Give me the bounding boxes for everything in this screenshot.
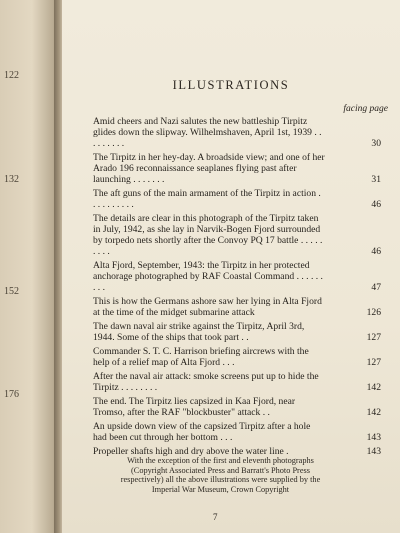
entry-page-number: 46 [371, 199, 381, 210]
entry-caption: The details are clear in this photograph of the Tirpitz taken in July, 1942, as she lay in Narvik-Bogen Fjord surrounded by torpedo nets shortly after the Convoy PQ 17 battle . . . . . . . . . [93, 213, 323, 257]
entry-page-number: 46 [371, 246, 381, 257]
list-item [93, 421, 381, 443]
left-page [0, 0, 58, 533]
entry-caption: Commander S. T. C. Harrison briefing aircrews with the help of a relief map of Alta Fjord . . . [93, 346, 309, 368]
entry-caption: The dawn naval air strike against the Tirpitz, April 3rd, 1944. Some of the ships that took part . . [93, 321, 305, 343]
page-title: ILLUSTRATIONS [172, 78, 290, 92]
entry-page-number: 142 [366, 407, 381, 418]
entry-page-number: 127 [366, 357, 381, 368]
entry-caption: The aft guns of the main armament of the Tirpitz in action . . . . . . . . . . [93, 188, 321, 210]
list-item [93, 260, 381, 293]
list-item [93, 188, 381, 210]
entry-caption: After the naval air attack: smoke screens put up to hide the Tirpitz . . . . . . . . [93, 371, 319, 393]
list-item [93, 396, 381, 418]
entry-caption: An upside down view of the capsized Tirpitz after a hole had been cut through her bottom . . . [93, 421, 311, 443]
entry-caption: Amid cheers and Nazi salutes the new battleship Tirpitz glides down the slipway. Wilhelmshaven, April 1st, 1939 . . . . . . . . . [93, 116, 322, 149]
entry-caption: The end. The Tirpitz lies capsized in Kaa Fjord, near Tromso, after the RAF "blockbuster" attack . . [93, 396, 296, 418]
entry-page-number: 127 [366, 332, 381, 343]
facing-page-label: facing page [343, 104, 388, 114]
entry-page-number: 47 [371, 282, 381, 293]
list-item [93, 116, 381, 149]
entry-page-number: 143 [366, 446, 381, 457]
entry-page-number: 126 [366, 307, 381, 318]
list-item [93, 371, 381, 393]
left-margin-number: 132 [4, 174, 19, 185]
entry-page-number: 30 [371, 138, 381, 149]
entry-page-number: 143 [366, 432, 381, 443]
list-item [93, 346, 381, 368]
list-item [93, 296, 381, 318]
entry-page-number: 31 [371, 174, 381, 185]
copyright-note: With the exception of the first and eleventh photographs (Copyright Associated Press and Barratt's Photo Press respectively) all the above illustrations were supplied by the Imperial War Museum, Crown Copyright [120, 456, 321, 494]
list-item [93, 152, 381, 185]
entry-caption: The Tirpitz in her hey-day. A broadside view; and one of her Arado 196 reconnaissance seaplanes flying past after launching . . . . . . . [93, 152, 325, 185]
left-margin-number: 152 [4, 286, 19, 297]
left-margin-number: 176 [4, 389, 19, 400]
entry-caption: This is how the Germans ashore saw her lying in Alta Fjord at the time of the midget submarine attack [93, 296, 322, 318]
entry-caption: Alta Fjord, September, 1943: the Tirpitz in her protected anchorage photographed by RAF Coastal Command . . . . . . . . . [93, 260, 323, 293]
page-number: 7 [213, 512, 218, 522]
entry-page-number: 142 [366, 382, 381, 393]
list-item [93, 213, 381, 257]
entry-caption: Propeller shafts high and dry above the water line . [93, 446, 289, 457]
list-item [93, 321, 381, 343]
illustrations-list [93, 116, 381, 457]
left-margin-number: 122 [4, 70, 19, 81]
